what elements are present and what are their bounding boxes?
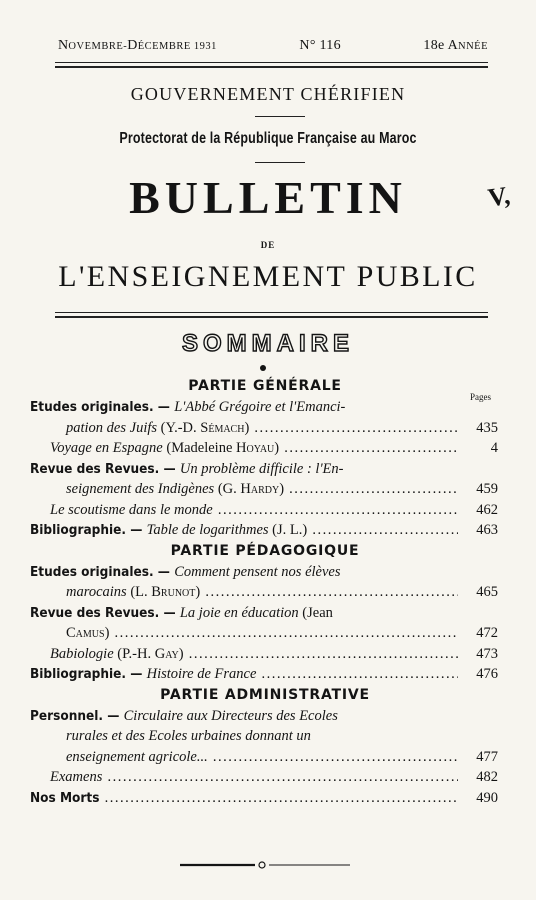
leader-dots [102, 769, 458, 785]
toc-entry-text [30, 520, 458, 541]
toc-page-number: 490 [476, 789, 498, 806]
toc-entry [30, 788, 500, 809]
toc-entry [30, 726, 500, 747]
toc-it: marocains [66, 584, 127, 600]
toc-it: La joie en éducation [179, 604, 299, 621]
section-title: PARTIE GÉNÉRALE [188, 378, 342, 394]
toc-lead: Etudes originales. — [30, 399, 175, 415]
toc-page-number: 476 [476, 666, 498, 682]
toc-rest: (P.-H. [113, 645, 155, 662]
toc-entry-text [30, 459, 458, 480]
toc-page-number: 473 [476, 645, 498, 662]
section-title: PARTIE PÉDAGOGIQUE [170, 542, 360, 559]
toc-entry [30, 438, 500, 459]
toc-entry-text [30, 644, 458, 665]
toc-entry [30, 747, 500, 768]
toc-entry-text [30, 623, 458, 644]
leader-dots [307, 522, 458, 538]
pages-column-label: Pages [470, 392, 491, 402]
toc-entry [30, 397, 500, 418]
toc-page-number: 465 [476, 584, 498, 600]
leader-dots [99, 790, 458, 806]
toc-entry [30, 623, 500, 644]
toc-it: pation des Juifs [66, 419, 158, 436]
toc-tail: ) [244, 419, 250, 436]
toc-sc: Brunot [151, 584, 196, 600]
bulletin-title: BULLETIN [129, 172, 407, 223]
leader-dots [213, 502, 458, 518]
bottom-ornament [180, 860, 350, 870]
toc-entry [30, 644, 500, 665]
section-title: PARTIE ADMINISTRATIVE [160, 686, 370, 703]
toc-page-number: 459 [476, 481, 498, 497]
toc-it: Circulaire aux Directeurs des Ecoles [123, 707, 338, 724]
toc-sc: Hardy [240, 481, 280, 497]
leader-dots [249, 420, 458, 436]
bulletin-subtitle: L'ENSEIGNEMENT PUBLIC [58, 260, 478, 293]
toc-lead: Personnel. — [30, 707, 124, 724]
issue-date-initial: N [58, 38, 69, 53]
header-rule-bottom [55, 66, 488, 68]
toc-page-number: 462 [476, 501, 498, 518]
toc-tail: ) [279, 481, 285, 497]
leader-dots [284, 481, 458, 497]
toc-tail: ) [195, 584, 201, 600]
toc-entry [30, 603, 500, 624]
toc-entry [30, 500, 500, 521]
toc-page-number: 463 [476, 522, 498, 538]
toc-rest: (Madeleine [162, 440, 237, 456]
toc-rest: (J. L.) [268, 522, 308, 538]
toc-page-number: 4 [490, 440, 498, 456]
toc-it: Un problème difficile : l'En- [179, 460, 344, 477]
leader-dots [184, 646, 458, 662]
protectorate-line: Protectorat de la République Française au Maroc [119, 130, 417, 147]
toc-page-number: 482 [476, 769, 498, 785]
toc-sc: Camus [66, 625, 105, 641]
toc-it: rurales et des Ecoles urbaines donnant un [66, 728, 311, 744]
toc-entry [30, 767, 500, 788]
toc-rest: (L. [126, 584, 152, 600]
issue-date-initial2: D [127, 38, 138, 53]
ornament-dot [260, 365, 266, 371]
toc-rest: (Jean [298, 604, 333, 621]
leader-dots [109, 625, 458, 641]
issue-year-word: NNÉE [457, 41, 488, 52]
toc-entry [30, 418, 500, 439]
toc-entry-text [30, 479, 458, 500]
toc-entry-text [30, 418, 458, 439]
toc-it: Examens [50, 769, 103, 785]
toc-sc: Sémach [200, 419, 245, 436]
toc-it: Histoire de France [146, 666, 257, 682]
toc-lead: Etudes originales. — [30, 563, 175, 580]
issue-date [58, 38, 217, 54]
toc-lead: Bibliographie. — [30, 522, 147, 538]
table-of-contents [30, 376, 500, 808]
toc-page-number: 477 [476, 748, 498, 765]
toc-it: Voyage en Espagne [50, 440, 163, 456]
contents-heading [0, 330, 536, 358]
toc-entry-text [30, 726, 458, 747]
issue-number: N° 116 [299, 38, 341, 53]
toc-it: seignement des Indigènes [66, 481, 215, 497]
toc-it: Le scoutisme dans le monde [50, 501, 213, 518]
toc-lead: Revue des Revues. — [30, 460, 180, 477]
issue-header [58, 38, 488, 54]
toc-entry [30, 520, 500, 541]
toc-entry-text [30, 603, 458, 624]
toc-entry-text [30, 500, 458, 521]
toc-entry [30, 664, 500, 685]
toc-entry-text [30, 747, 458, 768]
issue-year [423, 38, 488, 54]
toc-tail: ) [178, 645, 184, 662]
toc-tail: ) [104, 625, 110, 641]
toc-lead: Nos Morts [30, 789, 100, 806]
issue-date-part1: OVEMBRE- [68, 41, 128, 52]
toc-sc: Hoyau [236, 440, 275, 456]
issue-date-part2: ÉCEMBRE 1931 [137, 41, 217, 52]
toc-entry [30, 479, 500, 500]
toc-entry [30, 562, 500, 583]
toc-it: Comment pensent nos élèves [174, 563, 341, 580]
toc-page-number: 435 [476, 419, 498, 436]
header-rule-top [55, 62, 488, 63]
toc-entry [30, 582, 500, 603]
toc-entry-text [30, 562, 458, 583]
issue-year-number: 18e [423, 38, 448, 53]
toc-entry-text [30, 767, 458, 788]
toc-it: enseignement agricole... [66, 748, 208, 765]
toc-page-number: 472 [476, 625, 498, 641]
government-line: GOUVERNEMENT CHÉRIFIEN [130, 84, 406, 104]
toc-entry-text [30, 706, 458, 727]
toc-rest: (G. [214, 481, 241, 497]
leader-dots [279, 440, 458, 456]
divider-short-1 [255, 116, 305, 117]
leader-dots [256, 666, 458, 682]
toc-entry-text [30, 788, 458, 809]
masthead-rule-bottom [55, 316, 488, 318]
leader-dots [200, 584, 458, 600]
toc-rest: (Y.-D. [157, 419, 201, 436]
toc-lead: Bibliographie. — [30, 666, 147, 682]
toc-it: Table de logarithmes [146, 522, 269, 538]
toc-entry [30, 459, 500, 480]
toc-entry-text [30, 438, 458, 459]
leader-dots [208, 749, 458, 765]
toc-sc: Gay [154, 645, 179, 662]
margin-mark: V, [486, 180, 512, 213]
toc-it: Babiologie [50, 645, 114, 662]
issue-year-initial: A [447, 38, 458, 53]
toc-lead: Revue des Revues. — [30, 604, 180, 621]
toc-entry-text [30, 664, 458, 685]
title-connector: DE [260, 240, 276, 250]
divider-short-2 [255, 162, 305, 163]
toc-entry-text [30, 397, 458, 418]
masthead-rule-top [55, 312, 488, 313]
toc-tail: ) [274, 440, 280, 456]
toc-entry [30, 706, 500, 727]
toc-entry-text [30, 582, 458, 603]
contents-heading-text: SOMMAIRE [182, 330, 354, 357]
toc-it: L'Abbé Grégoire et l'Emanci- [174, 399, 346, 415]
